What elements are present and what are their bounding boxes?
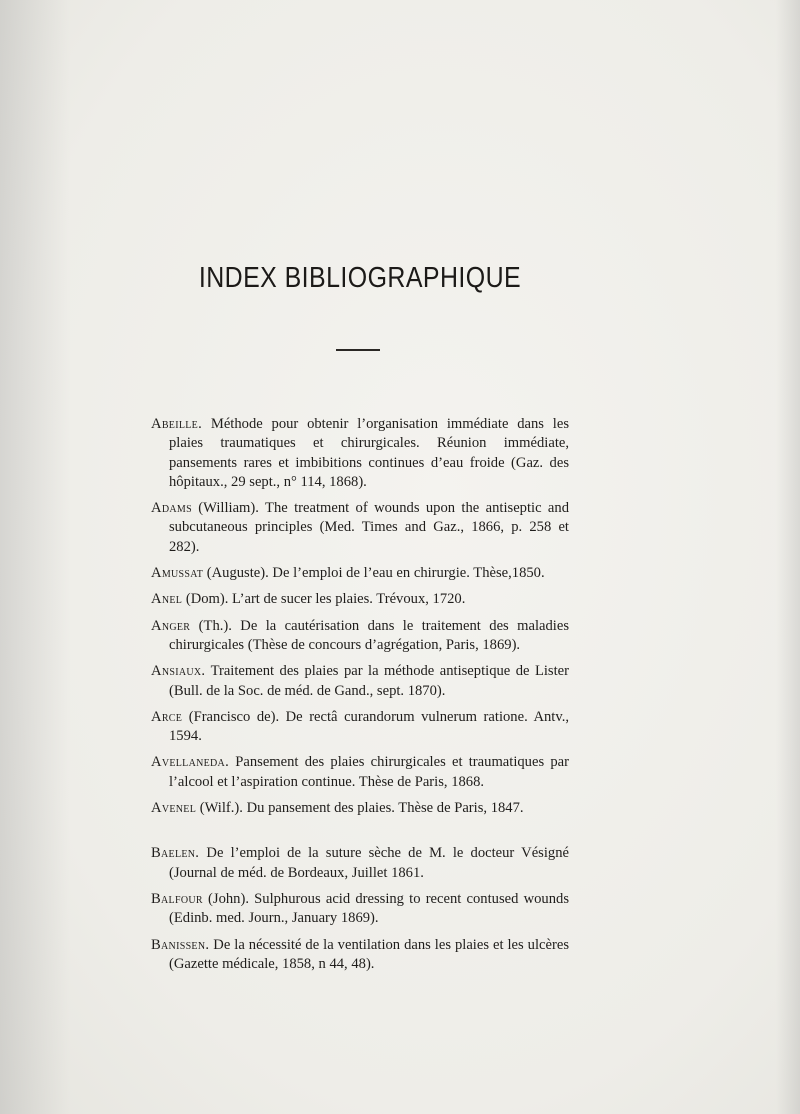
entry-text: (William). The treatment of wounds upon the antiseptic and subcutaneous principles (Med. Times and Gaz., 1866, p. 258 et 282). xyxy=(169,500,569,555)
entry-author: Anger xyxy=(151,617,191,634)
title-divider xyxy=(336,349,380,351)
entry-text: De l’emploi de la suture sèche de M. le docteur Vésigné (Journal de méd. de Bordeaux, Juillet 1861. xyxy=(169,845,569,881)
entry-text: (Wilf.). Du pansement des plaies. Thèse de Paris, 1847. xyxy=(196,800,524,817)
entry-author: Amussat xyxy=(151,565,204,582)
bibliography-entry xyxy=(151,799,569,818)
entry-text: Traitement des plaies par la méthode antiseptique de Lister (Bull. de la Soc. de méd. de Gand., sept. 1870). xyxy=(169,663,569,699)
bibliography-entry xyxy=(151,753,569,792)
entry-text: (John). Sulphurous acid dressing to recent contused wounds (Edinb. med. Journ., January 1869). xyxy=(169,890,569,927)
entry-author: Anel xyxy=(151,591,183,608)
entry-text: (Francisco de). De rectâ curandorum vulnerum ratione. Antv., 1594. xyxy=(169,708,569,745)
entry-author: Abeille. xyxy=(151,416,203,432)
bibliography-entry xyxy=(151,844,569,883)
entry-author: Arce xyxy=(151,708,183,725)
bibliography-list xyxy=(151,415,569,981)
entry-author: Balfour xyxy=(151,890,203,907)
entry-author: Banissen. xyxy=(151,936,210,953)
bibliography-entry xyxy=(151,890,569,929)
entry-text: (Dom). L’art de sucer les plaies. Trévoux, 1720. xyxy=(182,591,466,608)
bibliography-entry xyxy=(151,415,569,492)
entry-text: (Th.). De la cautérisation dans le traitement des maladies chirurgicales (Thèse de concours d’agrégation, Paris, 1869). xyxy=(169,617,569,653)
bibliography-entry xyxy=(151,564,569,583)
page-edge-shadow-right xyxy=(776,0,800,1114)
page-title: INDEX BIBLIOGRAPHIQUE xyxy=(198,262,522,294)
entry-text: De la nécessité de la ventilation dans les plaies et les ulcères (Gazette médicale, 1858, n 44, 48). xyxy=(169,936,569,972)
bibliography-entry xyxy=(151,936,569,975)
entry-author: Ansiaux. xyxy=(151,663,206,680)
bibliography-entry xyxy=(151,708,569,747)
entry-author: Baelen. xyxy=(151,845,200,862)
entry-author: Avellaneda. xyxy=(151,754,230,771)
bibliography-entry xyxy=(151,617,569,656)
entry-text: Pansement des plaies chirurgicales et traumatiques par l’alcool et l’aspiration continue. Thèse de Paris, 1868. xyxy=(169,754,569,790)
bibliography-entry xyxy=(151,499,569,557)
entry-text: (Auguste). De l’emploi de l’eau en chirurgie. Thèse,1850. xyxy=(203,565,545,582)
bibliography-entry xyxy=(151,590,569,609)
entry-author: Adams xyxy=(151,500,192,517)
entry-author: Avenel xyxy=(151,800,197,817)
entry-text: Méthode pour obtenir l’organisation immédiate dans les plaies traumatiques et chirurgicales. Réunion immédiate, pansements rares et imbibitions continues d’eau froide (Gaz. des hôpitaux., 29 sept., n° 114, 1868). xyxy=(169,416,569,490)
page-edge-shadow-left xyxy=(0,0,70,1114)
bibliography-entry xyxy=(151,662,569,701)
